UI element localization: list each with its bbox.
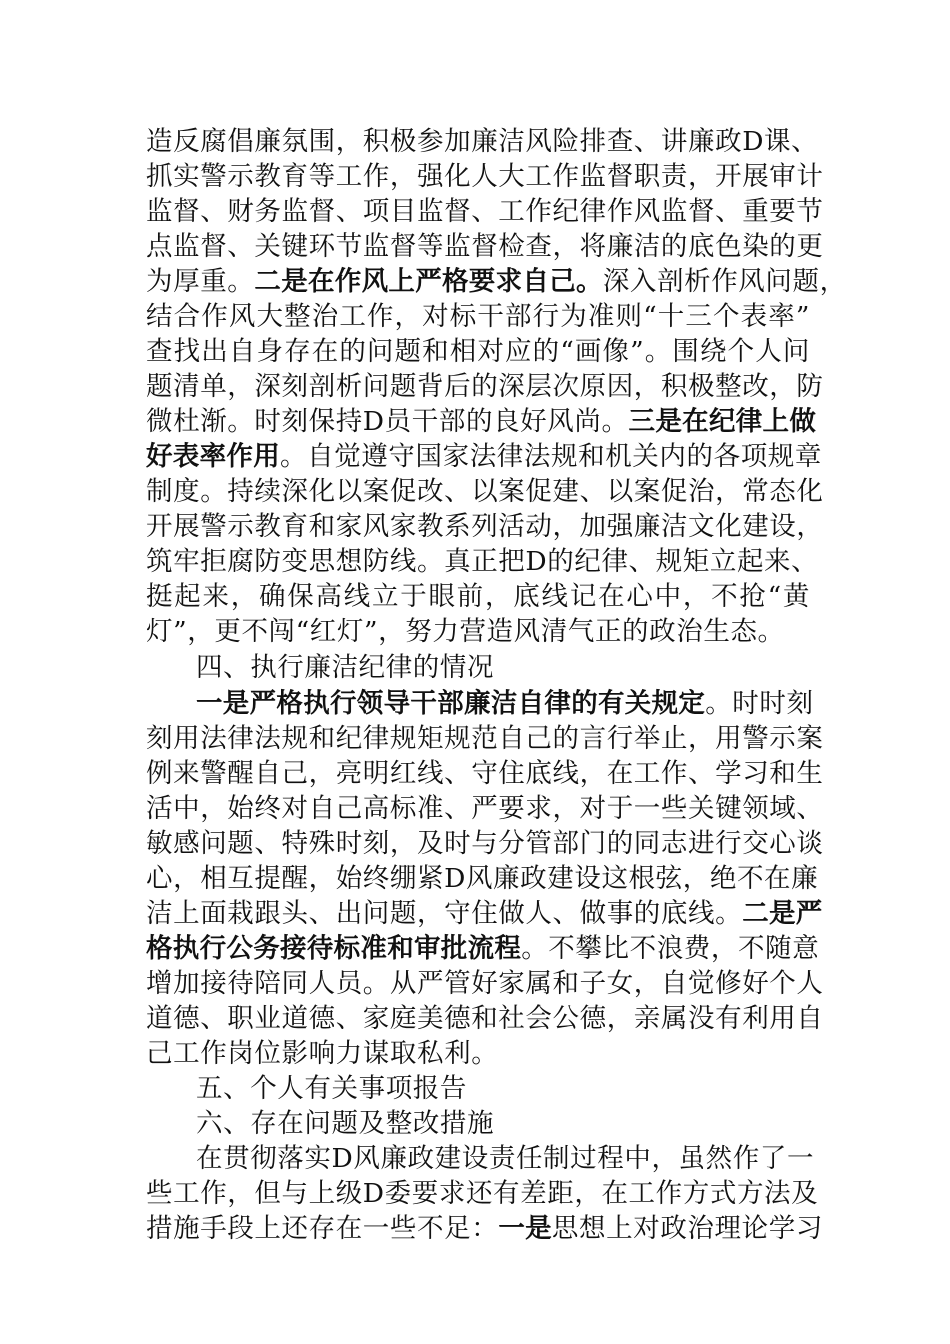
- body-text-line: 在贯彻落实D风廉政建设责任制过程中，虽然作了一: [196, 1143, 815, 1174]
- bold-emphasis: 格执行公务接待标准和审批流程: [146, 933, 522, 964]
- body-text: 思想上对政治理论学习: [551, 1213, 823, 1244]
- body-text: 洁上面栽跟头、出问题，守住做人、做事的底线。: [146, 898, 743, 929]
- body-text-line: 点监督、关键环节监督等监督检查，将廉洁的底色染的更: [146, 231, 824, 262]
- body-text: 。时时刻: [705, 688, 814, 719]
- body-text-line: 开展警示教育和家风家教系列活动，加强廉洁文化建设，: [146, 511, 824, 542]
- body-text-line: 结合作风大整治工作，对标干部行为准则“十三个表率”: [146, 301, 810, 332]
- bold-emphasis: 好表率作用: [146, 441, 280, 472]
- body-text-line: 己工作岗位影响力谋取私利。: [146, 1038, 499, 1069]
- body-text-line: 制度。持续深化以案促改、以案促建、以案促治，常态化: [146, 476, 824, 507]
- body-text-line: 挺起来，确保高线立于眼前，底线记在心中，不抢“黄: [146, 581, 810, 612]
- bold-emphasis: 一是: [498, 1213, 552, 1244]
- bold-emphasis: 二是在作风上严格要求自己。: [254, 266, 603, 297]
- body-text-line: 查找出自身存在的问题和相对应的“画像”。围绕个人问: [146, 336, 810, 367]
- body-text: 。不攀比不浪费，不随意: [521, 933, 820, 964]
- body-text-line: 例来警醒自己，亮明红线、守住底线，在工作、学习和生: [146, 758, 824, 789]
- body-text-line: 灯”，更不闯“红灯”，努力营造风清气正的政治生态。: [146, 616, 785, 647]
- body-text-line: 道德、职业道德、家庭美德和社会公德，亲属没有利用自: [146, 1003, 824, 1034]
- bold-emphasis: 一是严格执行领导干部廉洁自律的有关规定: [196, 688, 706, 719]
- section-heading: 四、执行廉洁纪律的情况: [196, 652, 495, 683]
- body-text: 为厚重。: [146, 266, 255, 297]
- body-text-line: 筑牢拒腐防变思想防线。真正把D的纪律、规矩立起来、: [146, 546, 819, 577]
- body-text-line: 监督、财务监督、项目监督、工作纪律作风监督、重要节: [146, 196, 824, 227]
- body-text-line: [146, 896, 823, 932]
- body-text-line: 造反腐倡廉氛围，积极参加廉洁风险排查、讲廉政D课、: [146, 126, 819, 157]
- body-text-line: 敏感问题、特殊时刻，及时与分管部门的同志进行交心谈: [146, 828, 824, 859]
- body-text-line: 抓实警示教育等工作，强化人大工作监督职责，开展审计: [146, 161, 824, 192]
- body-text: 措施手段上还存在一些不足：: [146, 1213, 499, 1244]
- section-heading: 六、存在问题及整改措施: [196, 1108, 495, 1139]
- body-text-line: 活中，始终对自己高标准、严要求，对于一些关键领域、: [146, 793, 824, 824]
- bold-emphasis: 三是在纪律上做: [628, 406, 817, 437]
- body-text-line: 刻用法律法规和纪律规矩规范自己的言行举止，用警示案: [146, 723, 824, 754]
- body-text: 。自觉遵守国家法律法规和机关内的各项规章: [280, 441, 822, 472]
- body-text-line: [146, 404, 817, 440]
- body-text-line: 题清单，深刻剖析问题背后的深层次原因，积极整改，防: [146, 371, 824, 402]
- body-text: 微杜渐。时刻保持D员干部的良好风尚。: [146, 406, 629, 437]
- section-heading: 五、个人有关事项报告: [196, 1073, 467, 1104]
- body-text-line: [146, 264, 847, 300]
- body-text: 深入剖析作风问题，: [602, 266, 847, 297]
- body-text-line: [146, 931, 820, 967]
- body-text-line: [146, 1211, 823, 1247]
- body-text-line: 些工作，但与上级D委要求还有差距，在工作方式方法及: [146, 1178, 819, 1209]
- body-text-line: [196, 686, 814, 722]
- body-text-line: [146, 439, 822, 475]
- body-text-line: 增加接待陪同人员。从严管好家属和子女，自觉修好个人: [146, 968, 824, 999]
- bold-emphasis: 二是严: [742, 898, 823, 929]
- body-text-line: 心，相互提醒，始终绷紧D风廉政建设这根弦，绝不在廉: [146, 863, 819, 894]
